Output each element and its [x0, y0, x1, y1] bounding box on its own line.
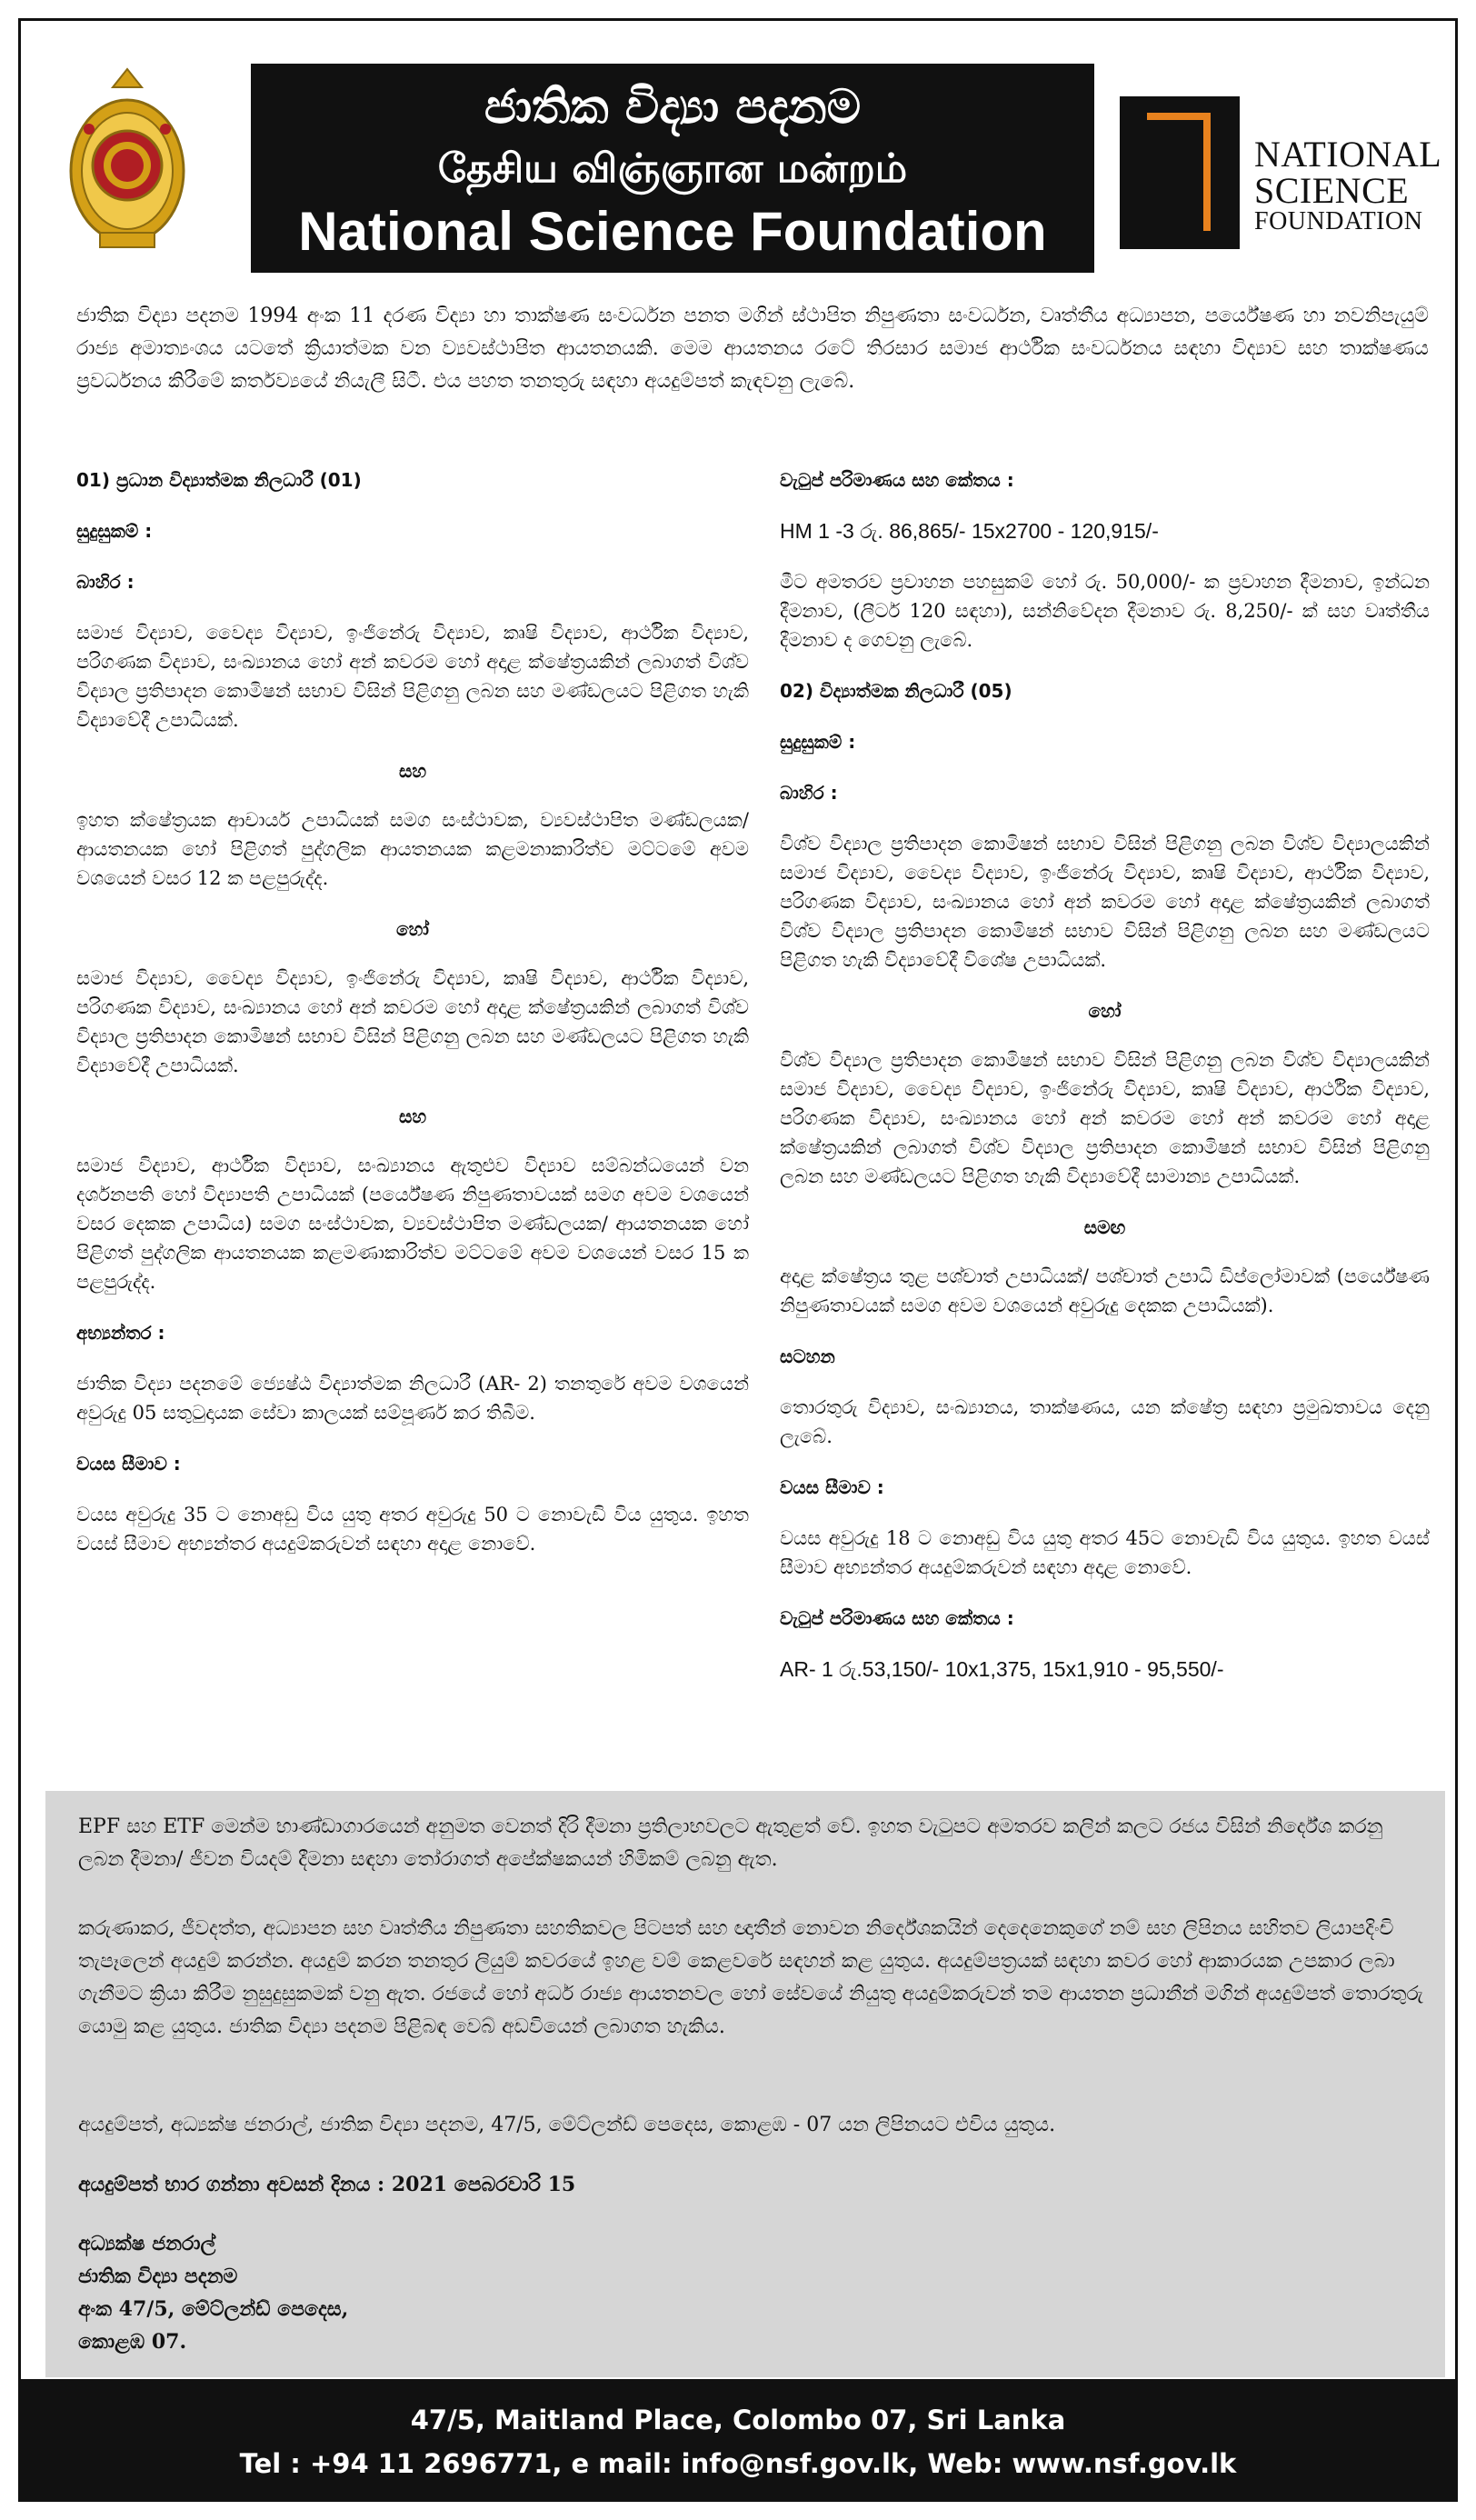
send-address-line: අයදුම්පත්, අධ්‍යක්ෂ ජනරාල්, ජාතික විද්‍යා පදනම, 47/5, මේට්ලන්ඩ් පෙදෙස, කොළඹ - 07 යන ලිපිනයට එවිය යුතුය.: [78, 2114, 1056, 2136]
post1-internal-p5: ජාතික විද්‍යා පදනමේ ජ්‍යෙෂ්ඨ විද්‍යාත්මක නිලධාරී (AR- 2) තනතුරේ අවම වශයෙන් අවුරුදු 05 සතුටුදායක සේවා කාලයක් සම්පූර්ණ කර තිබීම.: [76, 1373, 749, 1424]
address-line-1: අධ්‍යක්ෂ ජනරාල්: [78, 2232, 216, 2255]
benefits-paragraph: EPF සහ ETF මෙන්ම භාණ්ඩාගාරයෙන් අනුමත වෙනත් දිරි දීමනා ප්‍රතිලාභවලට ඇතුළත් වේ. ඉහත වැටුපට අමතරව කලින් කලට රජය විසින් නිර්දේශ කරනු ලබන දීමනා/ ජීවන වියදම් දීමනා සඳහා තෝරාගත් අපේක්ෂකයන් හිමිකම් ලබනු ඇත.: [78, 1815, 1383, 1871]
address-line-2: ජාතික විද්‍යා පදනම: [78, 2265, 238, 2288]
post1-or-1: හෝ: [396, 918, 429, 940]
post1-and-2: සහ: [398, 1105, 427, 1127]
post1-external-heading: බාහිර :: [76, 571, 135, 593]
footer-bar: [18, 2379, 1458, 2502]
post2-with: සමඟ: [1083, 1216, 1126, 1238]
post2-title: 02) විද්‍යාත්මක නිලධාරී (05): [780, 680, 1012, 702]
post2-p2: විශ්ව විද්‍යාල ප්‍රතිපාදන කොමිෂන් සභාව විසින් පිළිගනු ලබන විශ්ව විද්‍යාලයකින් සමාජ විද්‍යාව, වෛද්‍ය විද්‍යාව, ඉංජිනේරු විද්‍යාව, කෘෂි විද්‍යාව, ආර්ථික විද්‍යාව, පරිගණක විද්‍යාව, සංඛ්‍යානය හෝ අන් කවරම හෝ අදාළ ක්ෂේත්‍රයකින් ලබාගත් විශ්ව විද්‍යාල ප්‍රතිපාදන කොමිෂන් සභාව විසින් පිළිගනු ලබන සහ මණ්ඩලයට පිළිගත හැකි විද්‍යාවේදී විශේෂ උපාධියක්.: [780, 833, 1430, 971]
post2-salary-scale: AR- 1 රු.53,150/- 10x1,375, 15x1,910 - 95,550/-: [780, 1657, 1224, 1681]
post2-p4: අදාළ ක්ෂේත්‍රය තුළ පශ්චාත් උපාධියක්/ පශ්චාත් උපාධි ඩිප්ලෝමාවක් (පර්යේෂණ නිපුණතාවයක් සමග අවම වශයෙන් අවුරුදු දෙකක උපාධියක්).: [780, 1265, 1430, 1316]
post1-internal-heading: අභ්‍යන්තර :: [76, 1322, 165, 1344]
post1-external-p1: සමාජ විද්‍යාව, වෛද්‍ය විද්‍යාව, ඉංජිනේරු විද්‍යාව, කෘෂි විද්‍යාව, ආර්ථික විද්‍යාව, පරිගණක විද්‍යාව, සංඛ්‍යානය හෝ අන් කවරම හෝ අදාළ ක්ෂේත්‍රයකින් ලබාගත් විශ්ව විද්‍යාල ප්‍රතිපාදන කොමිෂන් සභාව විසින් පිළිගනු ලබන සහ මණ්ඩලයට පිළිගත හැකි විද්‍යාවේදී උපාධියක්.: [76, 622, 749, 731]
post1-external-p3: සමාජ විද්‍යාව, වෛද්‍ය විද්‍යාව, ඉංජිනේරු විද්‍යාව, කෘෂි විද්‍යාව, ආර්ථික විද්‍යාව, පරිගණක විද්‍යාව, සංඛ්‍යානය හෝ අන් කවරම හෝ අදාළ ක්ෂේත්‍රයකින් ලබාගත් විශ්ව විද්‍යාල ප්‍රතිපාදන කොමිෂන් සභාව විසින් පිළිගනු ලබන සහ මණ්ඩලයට පිළිගත හැකි විද්‍යාවේදී උපාධියක්.: [76, 967, 749, 1076]
title-sinhala: ජාතික විද්‍යා පදනම: [484, 80, 862, 135]
address-line-3: අංක 47/5, මේට්ලන්ඩ් පෙදෙස,: [78, 2297, 349, 2321]
nsf-logo-text: NATIONAL SCIENCE FOUNDATION: [1254, 134, 1442, 235]
post1-external-p2: ඉහත ක්ෂේත්‍රයක ආචාර්ය උපාධියක් සමග සංස්ථාවක, ව්‍යවස්ථාපිත මණ්ඩලයක/ ආයතනයක හෝ පිළිගත් පුද්ගලික ආයතනයක කළමනාකාරිත්ව මට්ටමේ අවම වශයෙන් වසර 12 ක පළපුරුද්ද.: [76, 809, 749, 889]
nsf-logo-icon: [1120, 96, 1240, 249]
title-tamil: தேசிய விஞ்ஞான மன்றம்: [437, 145, 908, 192]
post1-age-heading: වයස සීමාව :: [76, 1453, 181, 1475]
title-english: National Science Foundation: [298, 201, 1047, 262]
footer-address: 47/5, Maitland Place, Colombo 07, Sri Lanka: [410, 2405, 1066, 2435]
address-line-4: කොළඹ 07.: [78, 2330, 187, 2354]
post2-or-1: හෝ: [1088, 1000, 1122, 1022]
post1-external-p4: සමාජ විද්‍යාව, ආර්ථික විද්‍යාව, සංඛ්‍යානය ඇතුළුව විද්‍යාව සම්බන්ධයෙන් වන දර්ශනපති හෝ විද්‍යාපති උපාධියක් (පර්යේෂණ නිපුණතාවයක් සමග අවම වශයෙන් වසර දෙකක උපාධිය) සමග සංස්ථාවක, ව්‍යවස්ථාපිත මණ්ඩලයක/ ආයතනයක හෝ පිළිගත් පුද්ගලික ආයතනයක කළමණාකාරිත්ව මට්ටමේ අවම වශයෙන් වසර 15 ක පළපුරුද්ද.: [76, 1155, 749, 1293]
post1-title: 01) ප්‍රධාන විද්‍යාත්මක නිලධාරී (01): [76, 469, 362, 491]
post1-age-p6: වයස අවුරුදු 35 ට නොඅඩු විය යුතු අතර අවුරුදු 50 ට නොවැඩි විය යුතුය. ඉහත වයස් සීමාව අභ්‍යන්තර අයදුම්කරුවන් සඳහා අදාළ නොවේ.: [76, 1504, 749, 1555]
post2-external-heading: බාහිර :: [780, 782, 838, 804]
post2-age-heading: වයස සීමාව :: [780, 1476, 884, 1498]
title-banner: [251, 64, 1094, 273]
post2-p5: තොරතුරු විද්‍යාව, සංඛ්‍යානය, තාක්ෂණය, යන ක්ෂේත්‍ර සඳහා ප්‍රමුඛතාවය දෙනු ලැබේ.: [780, 1396, 1430, 1447]
post2-note-heading: සටහන: [780, 1345, 835, 1367]
post1-allowances: මීට අමතරව ප්‍රවාහන පහසුකම් හෝ රු. 50,000/- ක ප්‍රවාහන දීමනාව, ඉන්ධන දීමනාව, (ලීටර් 120 සඳහා), සන්නිවේදන දීමනාව රු. 8,250/- ක් සහ වෘත්තීය දීමනාව ද ගෙවනු ලැබේ.: [780, 571, 1430, 651]
intro-paragraph: ජාතික විද්‍යා පදනම 1994 අංක 11 දරණ විද්‍යා හා තාක්ෂණ සංවර්ධන පනත මගින් ස්ථාපිත නිපුණතා සංවර්ධන, වෘත්තීය අධ්‍යාපන, පර්යේෂණ හා නවනිපැයුම් රාජ්‍ය අමාත්‍යංශය යටතේ ක්‍රියාත්මක වන ව්‍යවස්ථාපිත ආයතනයකි. මෙම ආයතනය රටේ තිරසාර සමාජ ආර්ථික සංවර්ධනය සඳහා විද්‍යාව සහ තාක්ෂණය ප්‍රවර්ධනය කිරීමේ කර්තව්‍යයේ නියැලී සිටී. එය පහත තනතුරු සඳහා අයදුම්පත් කැඳවනු ලැබේ.: [76, 305, 1429, 393]
post1-qualifications-heading: සුදුසුකම් :: [76, 520, 153, 542]
left-column: [76, 465, 749, 1580]
post2-salary-heading: වැටුප් පරිමාණය සහ කේතය :: [780, 1607, 1014, 1629]
footer-contact: Tel : +94 11 2696771, e mail: info@nsf.gov.lk, Web: www.nsf.gov.lk: [239, 2448, 1237, 2479]
application-instructions: කරුණාකර, ජීවදත්ත, අධ්‍යාපන සහ වෘත්තීය නිපුණතා සහතිකවල පිටපත් සහ ඥාතීන් නොවන නිර්දේශකයින් දෙදෙනෙකුගේ නම් සහ ලිපිනය සහිතව ලියාපදිංචි තැපෑලෙන් අයදුම් කරන්න. අයදුම් කරන තනතුර ලියුම් කවරයේ ඉහළ වම් කෙළවරේ සඳහන් කළ යුතුය. අයදුම්පත්‍රයක් සඳහා කවර හෝ ආකාරයක උපකාර ලබා ගැනීමට ක්‍රියා කිරීම නුසුදුසුකමක් වනු ඇත. රජයේ හෝ අර්ධ රාජ්‍ය ආයතනවල හෝ සේවයේ නියුතු අයදුම්කරුවන් තම ආයතන ප්‍රධානීන් මගින් අයදුම්පත් තොරතුරු යොමු කළ යුතුය. ජාතික විද්‍යා පදනම පිළිබඳ වෙබ් අඩවියෙන් ලබාගත හැකිය.: [78, 1917, 1423, 2038]
post2-p3: විශ්ව විද්‍යාල ප්‍රතිපාදන කොමිෂන් සභාව විසින් පිළිගනු ලබන විශ්ව විද්‍යාලයකින් සමාජ විද්‍යාව, වෛද්‍ය විද්‍යාව, ඉංජිනේරු විද්‍යාව, කෘෂි විද්‍යාව, ආර්ථික විද්‍යාව, පරිගණක විද්‍යාව, සංඛ්‍යානය හෝ අන් කවරම හෝ අන් කවරම හෝ අදාළ ක්ෂේත්‍රයකින් ලබාගත් විශ්ව විද්‍යාල ප්‍රතිපාදන කොමිෂන් සභාව විසින් පිළිගනු ලබන සහ මණ්ඩලයට පිළිගත හැකි විද්‍යාවේදී සාමාන්‍ය උපාධියක්.: [780, 1049, 1430, 1187]
post1-and-1: සහ: [398, 760, 427, 782]
national-emblem-icon: [64, 64, 191, 259]
post2-qualifications-heading: සුදුසුකම් :: [780, 731, 856, 753]
closing-date: අයදුම්පත් භාර ගන්නා අවසන් දිනය : 2021 පෙබරවාරි 15: [78, 2173, 576, 2196]
post1-salary-heading: වැටුප් පරිමාණය සහ කේතය :: [780, 469, 1014, 491]
post2-p6: වයස අවුරුදු 18 ට නොඅඩු විය යුතු අතර 45ට නොවැඩි විය යුතුය. ඉහත වයස් සීමාව අභ්‍යන්තර අයදුම්කරුවන් සඳහා අදාළ නොවේ.: [780, 1527, 1430, 1578]
post1-salary-scale: HM 1 -3 රු. 86,865/- 15x2700 - 120,915/-: [780, 519, 1159, 543]
right-column: [780, 465, 1430, 1705]
